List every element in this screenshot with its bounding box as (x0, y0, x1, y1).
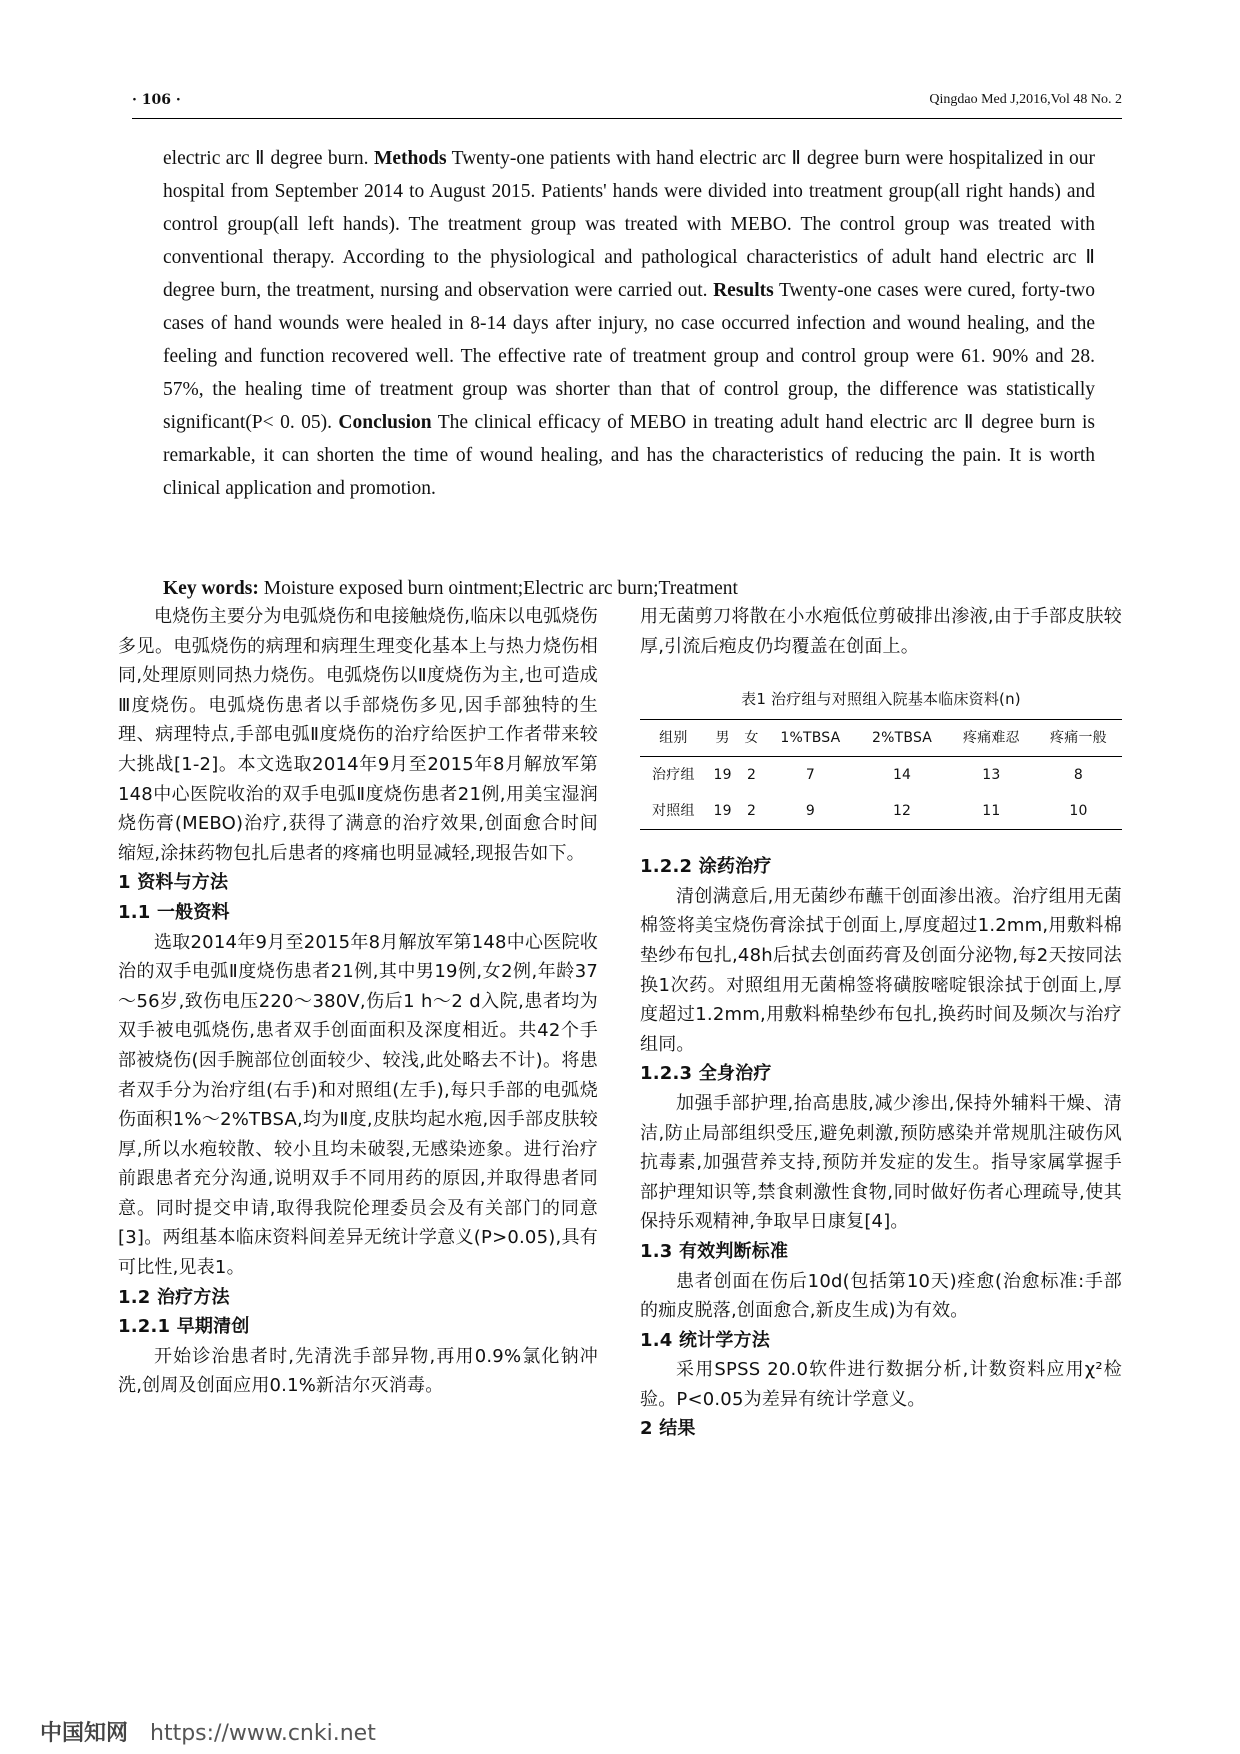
table-cell: 12 (892, 803, 912, 820)
section-1-1-heading: 1.1 一般资料 (118, 901, 230, 923)
table-spacer (640, 830, 1122, 852)
table-1-caption: 表1 治疗组与对照组入院基本临床资料(n) (741, 690, 1021, 709)
section-1-2-heading: 1.2 治疗方法 (118, 1286, 230, 1308)
keywords-label: Key words: (163, 578, 259, 599)
watermark-footer (40, 1716, 376, 1747)
table-cell: 13 (982, 767, 1001, 784)
table-header-cell: 组别 (659, 730, 688, 747)
table-cell: 治疗组 (652, 767, 695, 784)
methods-label: Methods (373, 148, 447, 169)
page-header (132, 92, 1122, 114)
table-cell: 11 (982, 803, 1001, 820)
section-1-1-paragraph: 选取2014年9月至2015年8月解放军第148中心医院收治的双手电弧Ⅱ度烧伤患者21例,其中男19例,女2例,年龄37～56岁,致伤电压220～380V,伤后1 h～2 d入院,患者均为双手被电弧烧伤,患者双手创面面积及深度相近。共42个手部被烧伤(因手腕部位创面较少、较浅,此处略去不计)。将患者双手分为治疗组(右手)和对照组(左手),每只手部的电弧烧伤面积1%～2%TBSA,均为Ⅱ度,皮肤均起水疱,因手部皮肤较厚,所以水疱较散、较小且均未破裂,无感染迹象。进行治疗前跟患者充分沟通,说明双手不同用药的原因,并取得患者同意。同时提交申请,取得我院伦理委员会及有关部门的同意[3]。两组基本临床资料间差异无统计学意义(P>0.05),具有可比性,见表1。 (118, 931, 598, 1279)
section-1-3-heading: 1.3 有效判断标准 (640, 1240, 789, 1262)
table-header-row (640, 720, 1122, 757)
table-header-cell: 疼痛难忍 (963, 730, 1020, 747)
journal-citation: Qingdao Med J,2016,Vol 48 No. 2 (929, 92, 1122, 107)
section-1-3-paragraph: 患者创面在伤后10d(包括第10天)痊愈(治愈标准:手部的痂皮脱落,创面愈合,新皮生成)为有效。 (640, 1270, 1122, 1322)
cnki-brand: 中国知网 (40, 1721, 129, 1746)
section-1-2-1-heading: 1.2.1 早期清创 (118, 1316, 250, 1338)
table-header-cell: 女 (744, 730, 759, 747)
section-2-heading: 2 结果 (640, 1418, 696, 1440)
table-cell: 14 (892, 767, 912, 784)
table-cell: 7 (805, 767, 815, 784)
table-cell: 9 (805, 803, 815, 820)
abstract-lead: electric arc Ⅱ degree burn. (163, 148, 374, 169)
results-text: Twenty-one cases were cured, forty-two cases of hand wounds were healed in 8-14 days after injury, no case occurred infection and wound healing, and the feeling and function recovered well. The effective rate of treatment group and control group were 61. 90% and 28. 57%, the healing time of treatment group was shorter than that of control group, the difference was statistically significant(P< 0. 05). (163, 280, 1095, 433)
results-label: Results (713, 280, 774, 301)
continued-paragraph: 用无菌剪刀将散在小水疱低位剪破排出渗液,由于手部皮肤较厚,引流后疱皮仍均覆盖在创面上。 (640, 606, 1122, 657)
conclusion-text: The clinical efficacy of MEBO in treating adult hand electric arc Ⅱ degree burn is remarkable, it can shorten the time of wound healing, and has the characteristics of reducing the pain. It is worth clinical application and promotion. (163, 412, 1095, 499)
table-cell: 2 (746, 767, 757, 784)
conclusion-label: Conclusion (338, 412, 432, 433)
section-1-4-paragraph: 采用SPSS 20.0软件进行数据分析,计数资料应用χ²检验。P<0.05为差异有统计学意义。 (640, 1359, 1122, 1410)
methods-text: Twenty-one patients with hand electric arc Ⅱ degree burn were hospitalized in our hospital from September 2014 to August 2015. Patients' hands were divided into treatment group(all right hands) and control group(all left hands). The treatment group was treated with MEBO. The control group was treated with conventional therapy. According to the physiological and pathological characteristics of adult hand electric arc Ⅱ degree burn, the treatment, nursing and observation were carried out. (163, 148, 1096, 301)
page-number: · 106 · (132, 92, 181, 108)
header-rule (132, 118, 1122, 119)
table-header-cell: 男 (715, 730, 730, 747)
cnki-url[interactable]: https://www.cnki.net (150, 1721, 376, 1746)
table-row (640, 757, 1122, 794)
section-1-2-3-heading: 1.2.3 全身治疗 (640, 1063, 772, 1085)
intro-paragraph: 电烧伤主要分为电弧烧伤和电接触烧伤,临床以电弧烧伤多见。电弧烧伤的病理和病理生理变化基本上与热力烧伤相同,处理原则同热力烧伤。电弧烧伤以Ⅱ度烧伤为主,也可造成Ⅲ度烧伤。电弧烧伤患者以手部烧伤多见,因手部独特的生理、病理特点,手部电弧Ⅱ度烧伤的治疗给医护工作者带来较大挑战[1-2]。本文选取2014年9月至2015年8月解放军第148中心医院收治的双手电弧Ⅱ度烧伤患者21例,用美宝湿润烧伤膏(MEBO)治疗,获得了满意的治疗效果,创面愈合时间缩短,涂抹药物包扎后患者的疼痛也明显减轻,现报告如下。 (118, 606, 598, 864)
section-1-2-3-paragraph: 加强手部护理,抬高患肢,减少渗出,保持外辅料干燥、清洁,防止局部组织受压,避免刺激,预防感染并常规肌注破伤风抗毒素,加强营养支持,预防并发症的发生。指导家属掌握手部护理知识等,禁食刺激性食物,同时做好伤者心理疏导,使其保持乐观精神,争取早日康复[4]。 (640, 1092, 1122, 1233)
table-header-cell: 1%TBSA (780, 730, 841, 747)
table-header-cell: 2%TBSA (872, 730, 933, 747)
section-1-2-2-paragraph: 清创满意后,用无菌纱布蘸干创面渗出液。治疗组用无菌棉签将美宝烧伤膏涂拭于创面上,厚度超过1.2mm,用敷料棉垫纱布包扎,48h后拭去创面药膏及创面分泌物,每2天按同法换1次药。对照组用无菌棉签将磺胺嘧啶银涂拭于创面上,厚度超过1.2mm,用敷料棉垫纱布包扎,换药时间及频次与治疗组同。 (640, 885, 1122, 1055)
right-column (640, 602, 1122, 1444)
table-cell: 对照组 (652, 803, 695, 820)
table-row (640, 793, 1122, 830)
table-cell: 19 (713, 767, 732, 784)
keywords-text: Moisture exposed burn ointment;Electric arc burn;Treatment (258, 578, 738, 599)
table-cell: 8 (1073, 767, 1084, 784)
english-abstract (163, 142, 1095, 505)
section-1-heading: 1 资料与方法 (118, 872, 229, 894)
table-cell: 19 (713, 803, 732, 820)
table-cell: 2 (746, 803, 757, 820)
section-1-2-2-heading: 1.2.2 涂药治疗 (640, 856, 772, 878)
left-column (118, 602, 598, 1401)
table-header-cell: 疼痛一般 (1050, 730, 1107, 747)
table-cell: 10 (1069, 803, 1088, 820)
keywords (163, 572, 1095, 605)
section-1-2-1-paragraph: 开始诊治患者时,先清洗手部异物,再用0.9%氯化钠冲洗,创周及创面应用0.1%新洁尔灭消毒。 (118, 1345, 598, 1397)
table-1 (640, 719, 1122, 830)
section-1-4-heading: 1.4 统计学方法 (640, 1329, 770, 1351)
